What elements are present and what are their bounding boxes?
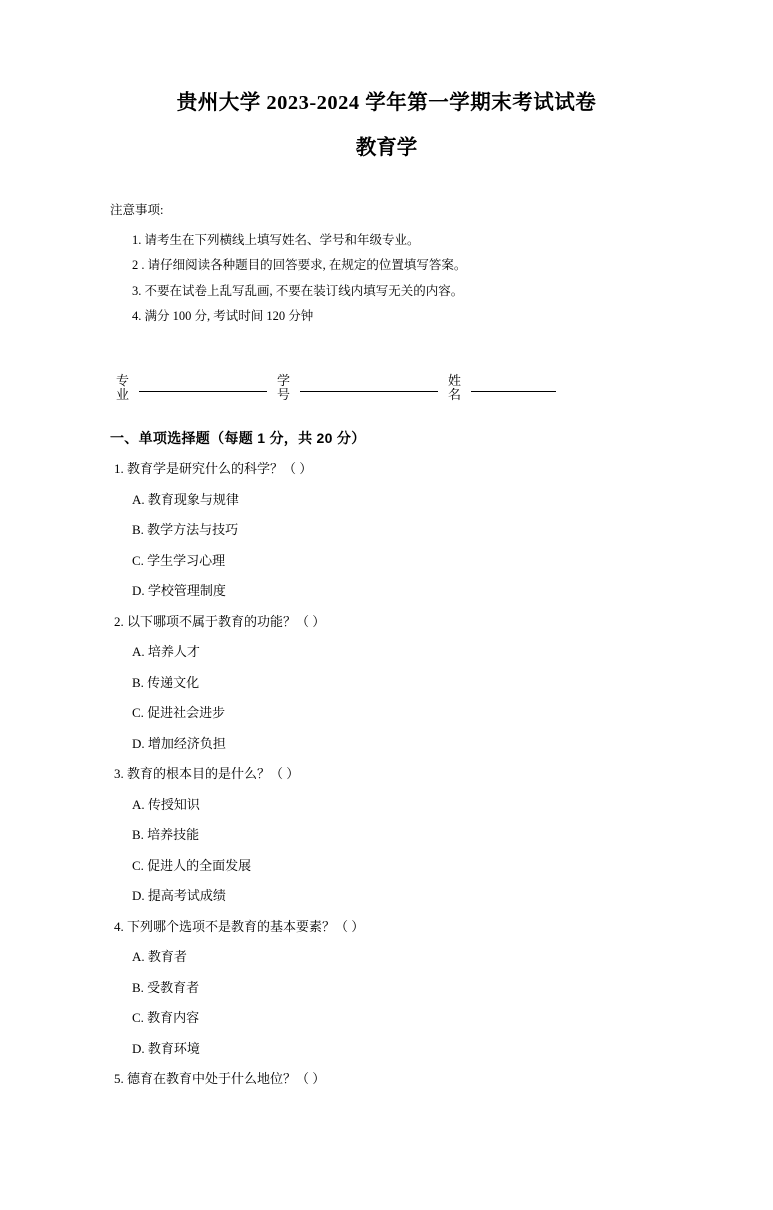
student-id-field-label	[275, 374, 292, 402]
question-text: 3. 教育的根本目的是什么？（ ）	[114, 766, 300, 782]
option-a[interactable]: A. 传授知识	[132, 796, 200, 812]
fill-in-row	[110, 370, 663, 403]
exam-paper-page	[0, 88, 773, 1210]
option-c[interactable]: C. 教育内容	[132, 1010, 200, 1026]
question-item	[110, 917, 663, 1059]
option-c[interactable]: C. 促进人的全面发展	[132, 857, 252, 873]
option-b[interactable]: B. 受教育者	[132, 979, 200, 995]
question-item	[110, 764, 663, 906]
question-text: 1. 教育学是研究什么的科学？（ ）	[114, 461, 313, 477]
option-b[interactable]: B. 教学方法与技巧	[132, 522, 239, 538]
student-id-input-line[interactable]	[300, 390, 438, 392]
question-item	[110, 612, 663, 754]
notice-item: 2 . 请仔细阅读各种题目的回答要求, 在规定的位置填写答案。	[132, 258, 467, 273]
major-label-bottom: 业	[115, 387, 129, 403]
option-d[interactable]: D. 提高考试成绩	[132, 888, 226, 904]
option-d[interactable]: D. 教育环境	[132, 1040, 200, 1056]
name-label-bottom: 名	[447, 387, 461, 403]
question-list	[110, 459, 663, 1089]
notice-heading: 注意事项:	[110, 202, 164, 217]
page-title: 贵州大学 2023-2024 学年第一学期末考试试卷	[176, 92, 597, 114]
student-id-label-bottom: 号	[276, 387, 290, 403]
question-item	[110, 459, 663, 601]
option-c[interactable]: C. 学生学习心理	[132, 552, 226, 568]
student-id-label-top: 学	[276, 373, 290, 388]
major-field-label	[114, 374, 131, 402]
option-d[interactable]: D. 学校管理制度	[132, 583, 226, 599]
major-label-top: 专	[115, 373, 129, 388]
option-a[interactable]: A. 教育者	[132, 949, 187, 965]
option-a[interactable]: A. 培养人才	[132, 644, 200, 660]
option-b[interactable]: B. 传递文化	[132, 674, 200, 690]
name-label-top: 姓	[447, 373, 461, 388]
notice-list	[110, 228, 663, 331]
name-input-line[interactable]	[471, 390, 556, 392]
notice-item: 4. 满分 100 分, 考试时间 120 分钟	[132, 309, 314, 324]
exam-subject: 教育学	[355, 136, 418, 159]
question-text: 5. 德育在教育中处于什么地位？（ ）	[114, 1071, 326, 1087]
notice-item: 1. 请考生在下列横线上填写姓名、学号和年级专业。	[132, 232, 420, 247]
major-input-line[interactable]	[139, 390, 267, 392]
option-a[interactable]: A. 教育现象与规律	[132, 491, 239, 507]
section-title-multiple-choice: 一、单项选择题（每题 1 分，共 20 分）	[110, 430, 366, 447]
option-d[interactable]: D. 增加经济负担	[132, 735, 226, 751]
question-item	[110, 1069, 663, 1089]
notice-item: 3. 不要在试卷上乱写乱画, 不要在装订线内填写无关的内容。	[132, 283, 464, 298]
name-field-label	[446, 374, 463, 402]
question-text: 2. 以下哪项不属于教育的功能？（ ）	[114, 613, 326, 629]
option-b[interactable]: B. 培养技能	[132, 827, 200, 843]
question-text: 4. 下列哪个选项不是教育的基本要素？（ ）	[114, 918, 365, 934]
option-c[interactable]: C. 促进社会进步	[132, 705, 226, 721]
title-block	[110, 88, 663, 164]
